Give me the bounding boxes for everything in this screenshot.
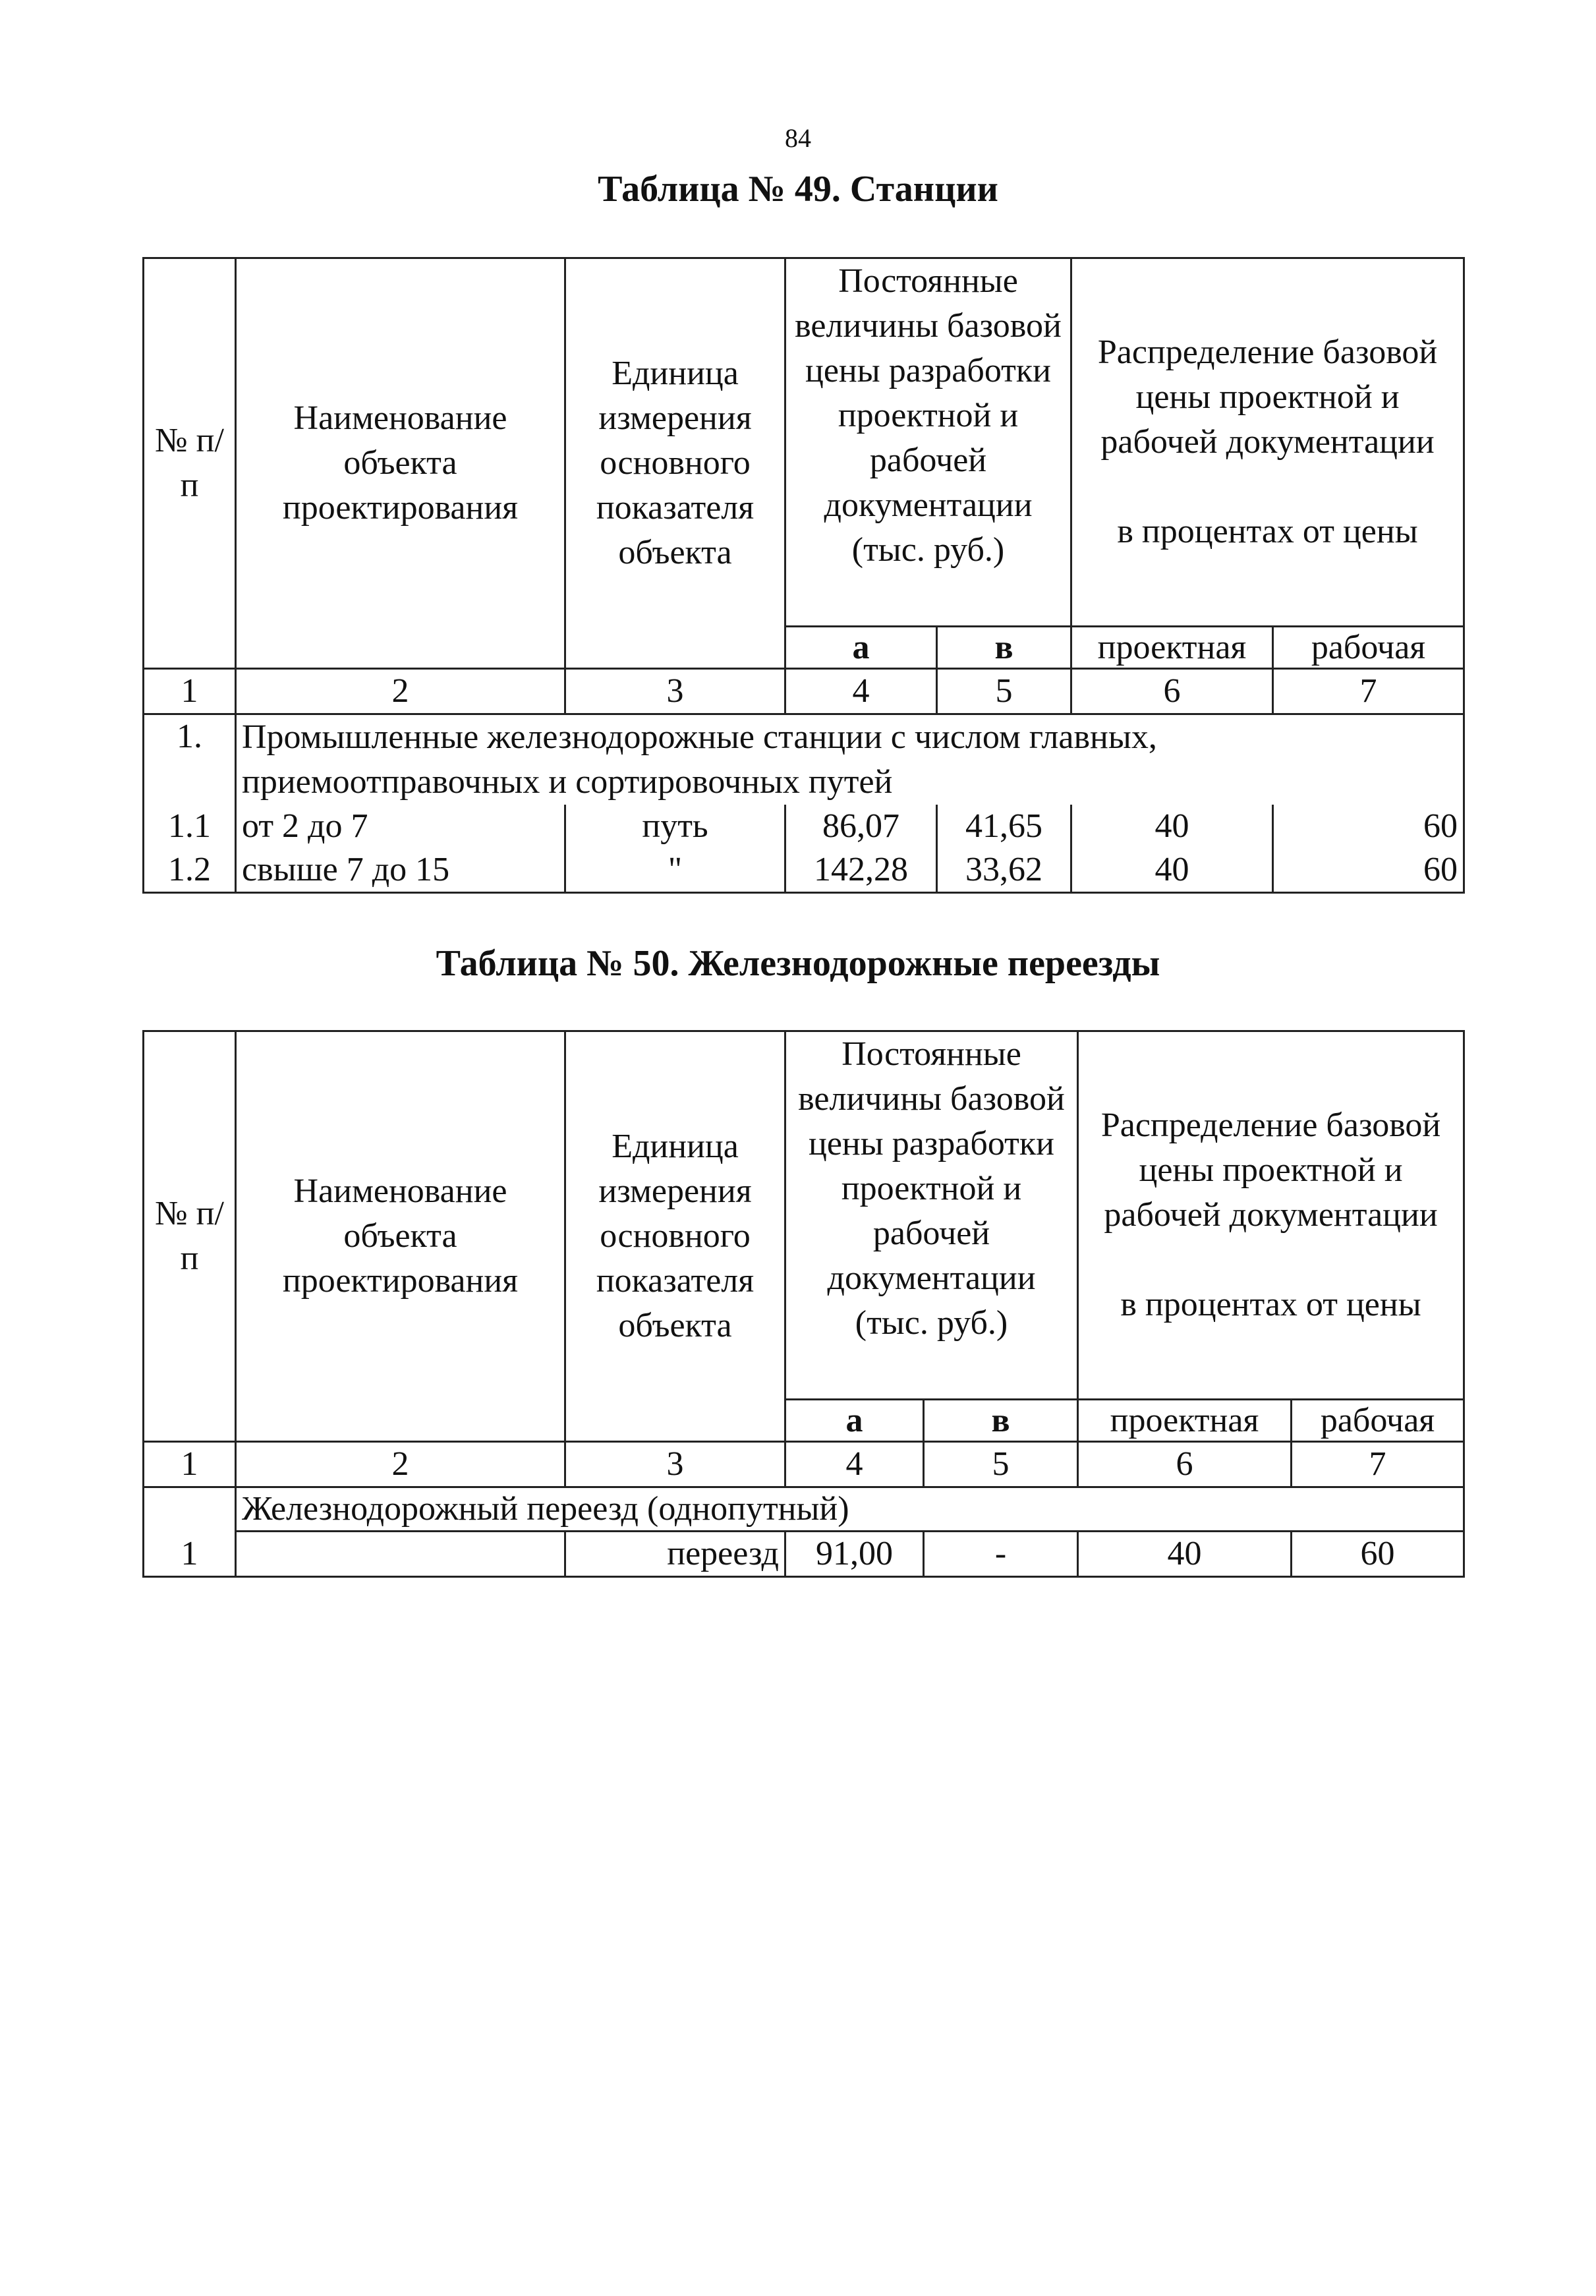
table-row [144, 805, 1464, 848]
column-number: 2 [236, 1442, 565, 1487]
table-49 [142, 257, 1465, 894]
column-number: 1 [144, 1442, 236, 1487]
row-unit: переезд [565, 1532, 785, 1577]
header-distribution-text: Распределение базовой цены проектной и рабочей документации [1100, 1106, 1441, 1234]
subheader-b: в [924, 1400, 1078, 1442]
header-distribution-text: Распределение базовой цены проектной и рабочей документации [1097, 333, 1438, 461]
column-number-row [144, 1442, 1464, 1487]
row-num: 1.1 [144, 805, 236, 848]
subheader-work: рабочая [1273, 627, 1464, 669]
row-value-b: 33,62 [937, 848, 1071, 893]
column-number: 1 [144, 669, 236, 714]
header-name: Наименование объекта проектирования [236, 1031, 565, 1442]
row-value-a: 86,07 [785, 805, 937, 848]
subheader-project: проектная [1078, 1400, 1292, 1442]
header-unit: Единица измерения основного показателя объекта [565, 1031, 785, 1442]
column-number: 6 [1071, 669, 1273, 714]
row-value-a: 142,28 [785, 848, 937, 893]
column-number: 3 [565, 669, 785, 714]
row-num: 1 [144, 1487, 236, 1577]
column-number-row [144, 669, 1464, 714]
header-name: Наименование объекта проектирования [236, 258, 565, 669]
section-row [144, 1487, 1464, 1532]
section-text: Промышленные железнодорожные станции с числом главных, приемоотправочных и сортировочных путей [236, 714, 1464, 805]
subheader-work: рабочая [1292, 1400, 1464, 1442]
table-row [144, 848, 1464, 893]
header-distribution-note: в процентах от цены [1120, 1286, 1421, 1323]
row-project-percent: 40 [1071, 805, 1273, 848]
row-work-percent: 60 [1273, 805, 1464, 848]
section-num: 1. [144, 714, 236, 805]
header-constant: Постоянные величины базовой цены разработки проектной и рабочей документации (тыс. руб.) [785, 258, 1071, 627]
subheader-project: проектная [1071, 627, 1273, 669]
header-unit: Единица измерения основного показателя объекта [565, 258, 785, 669]
column-number: 4 [785, 669, 937, 714]
column-number: 4 [785, 1442, 924, 1487]
row-value-b: 41,65 [937, 805, 1071, 848]
section-row [144, 714, 1464, 805]
column-number: 5 [937, 669, 1071, 714]
subheader-a: а [785, 627, 937, 669]
row-unit: " [565, 848, 785, 893]
header-distribution [1071, 258, 1464, 627]
row-value-b: - [924, 1532, 1078, 1577]
row-num: 1.2 [144, 848, 236, 893]
table-49-title: Таблица № 49. Станции [598, 169, 998, 210]
header-num: № п/п [144, 258, 236, 669]
row-work-percent: 60 [1273, 848, 1464, 893]
row-value-a: 91,00 [785, 1532, 924, 1577]
table-50 [142, 1030, 1465, 1578]
header-distribution-note: в процентах от цены [1117, 513, 1418, 550]
page-number: 84 [785, 123, 811, 153]
subheader-b: в [937, 627, 1071, 669]
row-name: свыше 7 до 15 [236, 848, 565, 893]
row-name [236, 1532, 565, 1577]
column-number: 3 [565, 1442, 785, 1487]
section-text: Железнодорожный переезд (однопутный) [236, 1487, 1464, 1532]
header-num: № п/п [144, 1031, 236, 1442]
row-work-percent: 60 [1292, 1532, 1464, 1577]
table-50-title: Таблица № 50. Железнодорожные переезды [436, 943, 1160, 984]
column-number: 7 [1292, 1442, 1464, 1487]
column-number: 6 [1078, 1442, 1292, 1487]
header-distribution [1078, 1031, 1464, 1400]
row-name: от 2 до 7 [236, 805, 565, 848]
header-row [144, 1031, 1464, 1400]
row-project-percent: 40 [1071, 848, 1273, 893]
header-row [144, 258, 1464, 627]
row-project-percent: 40 [1078, 1532, 1292, 1577]
table-row [144, 1532, 1464, 1577]
subheader-a: а [785, 1400, 924, 1442]
column-number: 7 [1273, 669, 1464, 714]
row-unit: путь [565, 805, 785, 848]
column-number: 2 [236, 669, 565, 714]
header-constant: Постоянные величины базовой цены разработки проектной и рабочей документации (тыс. руб.) [785, 1031, 1078, 1400]
column-number: 5 [924, 1442, 1078, 1487]
